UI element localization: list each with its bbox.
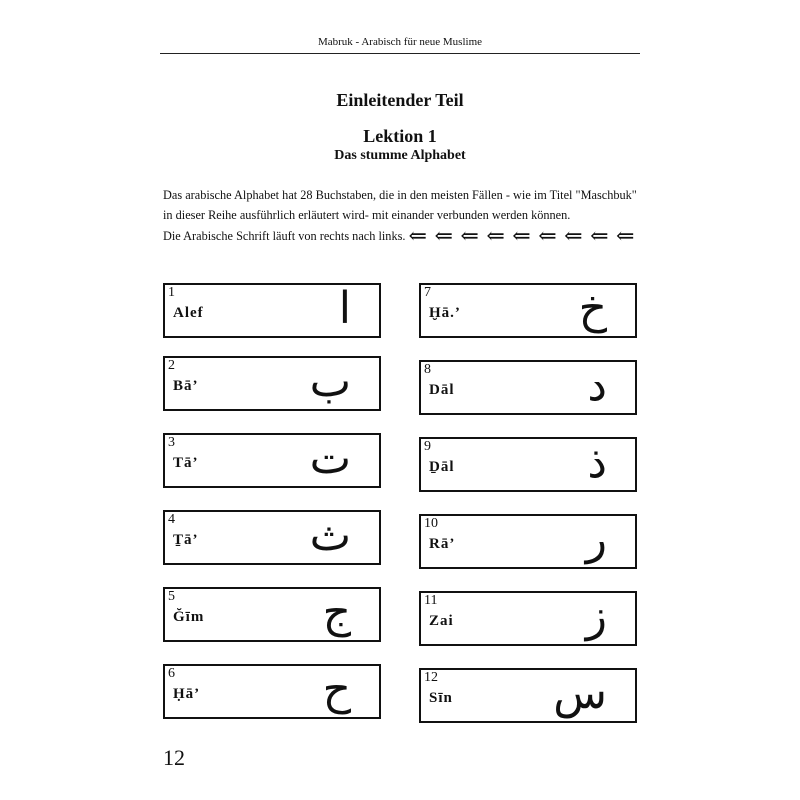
lesson-subtitle: Das stumme Alphabet [334,148,466,163]
letter-name: Ğīm [173,609,205,625]
letter-number: 3 [168,435,175,450]
letter-card [163,356,381,411]
arabic-letter: ا [338,283,351,334]
intro-paragraph: Das arabische Alphabet hat 28 Buchstaben, die in den meisten Fällen - wie im Titel "Maschbuk" in dieser Reihe ausführlich erläutert wird- mit einander verbunden werden können. [163,188,637,222]
lesson-title: Lektion 1 [363,126,437,146]
letter-card [163,433,381,488]
part-title: Einleitender Teil [336,90,464,110]
letter-number: 8 [424,362,431,377]
letter-name: Bā’ [173,378,199,394]
arabic-letter: ث [309,510,351,561]
letter-name: Zai [429,613,454,629]
running-head: Mabruk - Arabisch für neue Muslime [317,36,483,48]
letter-name: Dāl [429,382,455,398]
arabic-letter: خ [578,283,607,334]
letter-number: 7 [424,285,431,300]
letter-card [419,591,637,646]
letter-number: 9 [424,439,431,454]
letter-card [163,510,381,565]
letter-name: Alef [173,305,204,321]
letter-number: 2 [168,358,175,373]
arabic-letter: ت [309,433,351,484]
writing-direction-text: Die Arabische Schrift läuft von rechts nach links. [163,229,406,243]
letter-name: Ḫā.’ [429,305,461,321]
arabic-letter: ب [309,356,351,407]
letter-card [419,668,637,723]
letter-card [419,283,637,338]
letter-card [163,283,381,338]
left-arrows: ⇐ ⇐ ⇐ ⇐ ⇐ ⇐ ⇐ ⇐ ⇐ [408,223,636,248]
arabic-letter: ج [322,587,351,638]
letter-card [419,514,637,569]
header-rule [160,53,640,54]
arabic-letter: ح [322,664,351,715]
writing-direction-line [163,223,636,248]
letter-name: Ḥā’ [173,686,201,702]
letter-number: 12 [424,670,438,685]
letter-card [419,360,637,415]
letter-name: Ḏāl [429,459,455,475]
letter-number: 1 [168,285,175,300]
letter-number: 4 [168,512,175,527]
letter-name: Tā’ [173,455,199,471]
letter-card [163,587,381,642]
letter-number: 6 [168,666,175,681]
letter-number: 5 [168,589,175,604]
letter-card [163,664,381,719]
arabic-letter: ذ [587,437,607,488]
letter-name: Rā’ [429,536,456,552]
page-number: 12 [163,745,185,770]
letter-number: 11 [424,593,438,608]
arabic-letter: س [553,668,607,719]
arabic-letter: ز [585,591,607,642]
letter-card [419,437,637,492]
letter-name: Sīn [429,690,453,706]
arabic-letter: ر [585,514,607,565]
letter-name: Ṯā’ [173,532,199,548]
arabic-letter: د [587,360,607,411]
letter-number: 10 [424,516,438,531]
